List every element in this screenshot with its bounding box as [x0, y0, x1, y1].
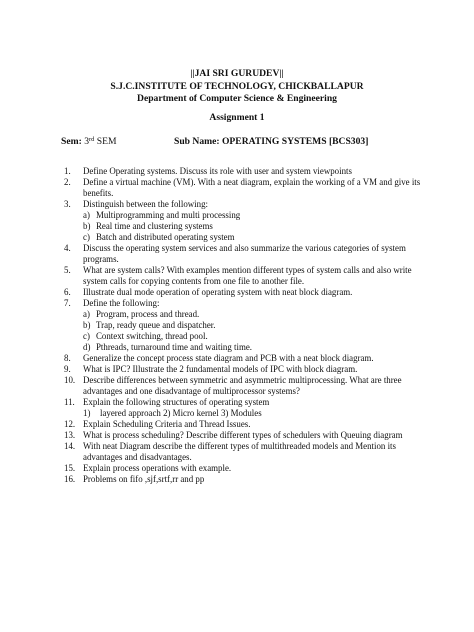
question-text: Define a virtual machine (VM). With a neat diagram, explain the working of a VM and give its benefits. — [83, 177, 421, 198]
semester-number: 3 — [84, 136, 89, 147]
sub-question-marker: 1) — [83, 408, 91, 418]
sub-question-marker: a) — [83, 309, 90, 319]
question-text: Define the following: — [83, 298, 160, 308]
sub-question-text: layered approach 2) Micro kernel 3) Modules — [100, 408, 262, 418]
sub-question-item — [83, 221, 424, 232]
question-item — [64, 298, 424, 309]
question-item — [64, 287, 424, 298]
question-item — [64, 199, 424, 210]
sub-question-marker: b) — [83, 221, 91, 231]
sub-question-marker: c) — [83, 331, 90, 341]
question-text: Discuss the operating system services and also summarize the various categories of system programs. — [83, 243, 406, 264]
question-item — [64, 177, 424, 199]
sub-question-item — [83, 309, 424, 320]
semester-word: SEM — [94, 136, 117, 147]
question-item — [64, 166, 424, 177]
question-item — [64, 463, 424, 474]
semester-suffix: rd — [88, 136, 95, 143]
sub-question-text: Real time and clustering systems — [96, 221, 213, 231]
question-text: Generalize the concept process state diagram and PCB with a neat block diagram. — [83, 353, 374, 363]
sub-question-text: Program, process and thread. — [96, 309, 200, 319]
question-item — [64, 441, 424, 463]
question-number: 15. — [64, 463, 76, 473]
question-number: 2. — [64, 177, 71, 187]
question-item — [64, 265, 424, 287]
question-text: Describe differences between symmetric and asymmetric multiprocessing. What are three advantages and one disadvantage of multiprocessor systems? — [83, 375, 402, 396]
question-text: Illustrate dual mode operation of operating system with neat block diagram. — [83, 287, 353, 297]
question-text: Distinguish between the following: — [83, 199, 208, 209]
question-text: What are system calls? With examples mention different types of system calls and also write system calls for copying contents from one file to another file. — [83, 265, 412, 286]
sub-question-marker: c) — [83, 232, 90, 242]
sub-question-text: Trap, ready queue and dispatcher. — [96, 320, 216, 330]
question-number: 3. — [64, 199, 71, 209]
assignment-title: Assignment 1 — [209, 112, 265, 123]
sub-question-marker: b) — [83, 320, 91, 330]
sub-question-text: Pthreads, turnaround time and waiting time. — [96, 342, 253, 352]
question-text: Define Operating systems. Discuss its role with user and system viewpoints — [83, 166, 352, 176]
sub-question-marker: a) — [83, 210, 90, 220]
semester-label: Sem: — [61, 136, 82, 147]
question-item — [64, 375, 424, 397]
question-item — [64, 474, 424, 485]
question-number: 8. — [64, 353, 71, 363]
question-text: Explain process operations with example. — [83, 463, 232, 473]
question-number: 4. — [64, 243, 71, 253]
question-item — [64, 364, 424, 375]
department-name: Department of Computer Science & Engineering — [137, 93, 337, 104]
invocation-line: ||JAI SRI GURUDEV|| — [190, 68, 284, 79]
question-number: 5. — [64, 265, 71, 275]
question-list — [64, 166, 424, 485]
question-text: Explain Scheduling Criteria and Thread Issues. — [83, 419, 251, 429]
sub-question-item — [83, 342, 424, 353]
question-number: 12. — [64, 419, 76, 429]
college-header — [0, 68, 474, 106]
sub-question-text: Context switching, thread pool. — [96, 331, 208, 341]
question-number: 13. — [64, 430, 76, 440]
question-text: What is IPC? Illustrate the 2 fundamental models of IPC with block diagram. — [83, 364, 358, 374]
sub-question-item — [83, 210, 424, 221]
institute-name: S.J.C.INSTITUTE OF TECHNOLOGY, CHICKBALLAPUR — [110, 80, 364, 92]
question-number: 9. — [64, 364, 71, 374]
sub-question-item — [83, 320, 424, 331]
question-number: 1. — [64, 166, 71, 176]
subject-name: Sub Name: OPERATING SYSTEMS [BCS303] — [174, 136, 369, 147]
question-item — [64, 419, 424, 430]
question-text: Problems on fifo ,sjf,srtf,rr and pp — [83, 474, 205, 484]
question-item — [64, 430, 424, 441]
question-number: 11. — [64, 397, 75, 407]
question-text: With neat Diagram describe the different types of multithreaded models and Mention its advantages and disadvantages. — [83, 441, 396, 462]
question-text: Explain the following structures of operating system — [83, 397, 270, 407]
semester-info — [61, 136, 117, 147]
sub-question-item — [83, 331, 424, 342]
sub-question-text: Batch and distributed operating system — [96, 232, 235, 242]
question-text: What is process scheduling? Describe different types of schedulers with Queuing diagram — [83, 430, 403, 440]
question-number: 16. — [64, 474, 76, 484]
question-item — [64, 353, 424, 364]
sub-question-item — [83, 232, 424, 243]
question-number: 14. — [64, 441, 76, 451]
question-number: 7. — [64, 298, 71, 308]
sub-question-item — [83, 408, 424, 419]
question-number: 6. — [64, 287, 71, 297]
question-number: 10. — [64, 375, 76, 385]
question-item — [64, 397, 424, 408]
question-item — [64, 243, 424, 265]
sub-question-marker: d) — [83, 342, 91, 352]
sub-question-text: Multiprogramming and multi processing — [96, 210, 241, 220]
